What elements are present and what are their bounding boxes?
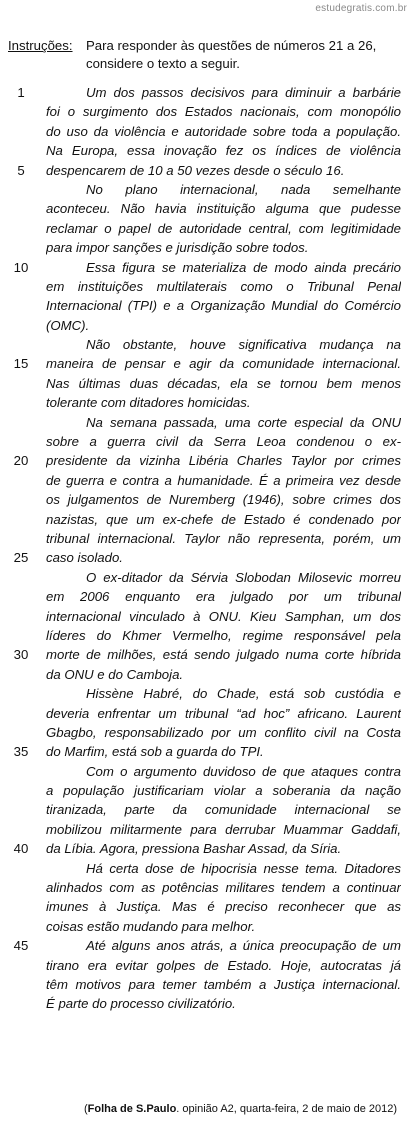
text-line [0,510,413,529]
line-number: 45 [13,938,29,954]
line-text: Essa figura se materializa de modo ainda precário [86,259,401,275]
line-text: (OMC). [46,317,90,333]
text-line [0,102,413,121]
line-number: 1 [17,85,25,100]
line-text: O ex-ditador da Sérvia Slobodan Milosevic morreu [86,569,401,585]
line-text: reclamar o papel de autoridade central, com legitimidade [46,220,401,236]
text-line [0,607,413,626]
line-text: foi o surgimento dos Estados nacionais, com monopólio [46,104,401,120]
line-text: alinhados com as potências militares tendem a continuar [46,880,401,896]
source-open-paren: ( [84,1103,88,1115]
instructions-label: Instruções: [8,38,73,53]
text-line [0,897,413,916]
text-line [0,762,413,781]
line-number: 25 [13,550,29,566]
text-line [0,296,413,315]
line-number: 35 [13,744,29,760]
line-number: 20 [13,453,29,469]
line-text: Um dos passos decisivos para diminuir a barbárie [86,85,401,100]
text-line [0,490,413,509]
text-line [0,645,413,664]
line-text: caso isolado. [46,550,123,566]
line-text: Na semana passada, uma corte especial da ONU [86,414,401,430]
line-text: de guerra e contra a humanidade. É a primeira vez desde [46,472,401,488]
line-text: tirano era evitar golpes de Estado. Hoje, autocratas já [46,957,401,973]
line-text: internacional vinculado à ONU. Kieu Samphan, um dos [46,608,401,624]
line-text: tiranizada, parte da comunidade internacional se [46,802,401,818]
line-text: do uso da violência e autoridade sobre toda a população. [46,123,401,139]
line-text: líderes do Khmer Vermelho, regime responsável pela [46,627,401,643]
line-text: os julgamentos de Nuremberg (1946), sobre crimes dos [46,492,401,508]
line-text: Até alguns anos atrás, a única preocupação de um [86,938,401,954]
text-line [0,141,413,160]
text-line [0,704,413,723]
instructions-text: Para responder às questões de números 21 a 26, considere o texto a seguir. [86,38,377,71]
text-line [0,781,413,800]
line-text: sobre a guerra civil da Serra Leoa condenou o ex- [46,434,401,450]
text-line [0,258,413,277]
text-line [0,529,413,548]
line-text: É parte do processo civilizatório. [46,996,236,1012]
text-line [0,917,413,936]
line-number: 30 [13,647,29,663]
line-text: aconteceu. Não havia instituição alguma que pudesse [46,201,401,217]
line-text: Hissène Habré, do Chade, está sob custódia e [86,686,401,702]
line-text: Internacional (TPI) e a Organização Mundial do Comércio [46,298,401,314]
text-line [0,219,413,238]
text-line [0,956,413,975]
line-text: do Marfim, está sob a guarda do TPI. [46,744,264,760]
text-line [0,471,413,490]
text-line [0,354,413,373]
text-line [0,587,413,606]
text-line [0,83,413,102]
line-text: nazistas, que um ex-chefe de Estado é condenado por [46,511,401,527]
line-text: da ONU e do Camboja. [46,666,184,682]
text-line [0,451,413,470]
text-line [0,238,413,257]
line-text: maneira de pensar e agir da comunidade internacional. [46,356,401,372]
text-line [0,626,413,645]
line-text: Há certa dose de hipocrisia nesse tema. Ditadores [86,860,401,876]
line-number: 15 [13,356,29,372]
text-line [0,122,413,141]
line-text: em 2006 enquanto era julgado por um tribunal [46,589,401,605]
text-line [0,548,413,567]
line-text: da Líbia. Agora, pressiona Bashar Assad, da Síria. [46,841,342,857]
line-number: 40 [13,841,29,857]
line-text: em instituições multilaterais como o Tribunal Penal [46,278,401,294]
source-publication: Folha de S.Paulo [87,1103,177,1115]
text-line [0,820,413,839]
text-line [0,335,413,354]
article-text [0,83,413,1014]
text-line [0,684,413,703]
text-line [0,859,413,878]
line-text: Na Europa, essa inovação fez os índices de violência [46,143,401,159]
line-text: tribunal internacional. Taylor não representa, porém, um [46,530,401,546]
text-line [0,393,413,412]
text-line [0,936,413,955]
source-citation [84,1103,404,1116]
instructions-block [8,37,406,73]
text-line [0,316,413,335]
line-text: Nas últimas duas décadas, ela se tornou bem menos [46,375,401,391]
text-line [0,839,413,858]
text-line [0,994,413,1013]
text-line [0,742,413,761]
text-line [0,161,413,180]
text-line [0,277,413,296]
text-line [0,199,413,218]
line-number: 10 [13,259,29,275]
line-text: Com o argumento duvidoso de que ataques contra [86,763,401,779]
line-text: têm motivos para temer também a Justiça internacional. [46,976,401,992]
line-text: morte de milhões, está sendo julgado numa corte híbrida [46,647,401,663]
line-text: presidente da vizinha Libéria Charles Taylor por crimes [46,453,401,469]
line-text: No plano internacional, nada semelhante [86,181,401,197]
source-details: . opinião A2, quarta-feira, 2 de maio de 2012) [176,1103,398,1115]
text-line [0,432,413,451]
line-text: Não obstante, houve significativa mudança na [86,337,401,353]
line-text: deveria enfrentar um tribunal “ad hoc” africano. Laurent [46,705,401,721]
text-line [0,975,413,994]
text-line [0,180,413,199]
text-line [0,413,413,432]
site-watermark: estudegratis.com.br [315,3,407,14]
line-text: para impor sanções e jurisdição sobre todos. [46,240,309,256]
line-text: tolerante com ditadores homicidas. [46,395,251,411]
line-text: a população justificariam violar a soberania da nação [46,783,401,799]
line-text: mobilizou militarmente para derrubar Muammar Gaddafi, [46,821,401,837]
text-line [0,374,413,393]
line-text: despencarem de 10 a 50 vezes desde o século 16. [46,162,345,178]
line-text: Gbagbo, responsabilizado por um conflito civil na Costa [46,724,401,740]
line-text: coisas estão mudando para melhor. [46,918,256,934]
line-number: 5 [17,162,25,178]
line-text: imunes à Justiça. Mas é preciso reconhecer que as [46,899,401,915]
text-line [0,665,413,684]
text-line [0,568,413,587]
text-line [0,723,413,742]
text-line [0,800,413,819]
text-line [0,878,413,897]
